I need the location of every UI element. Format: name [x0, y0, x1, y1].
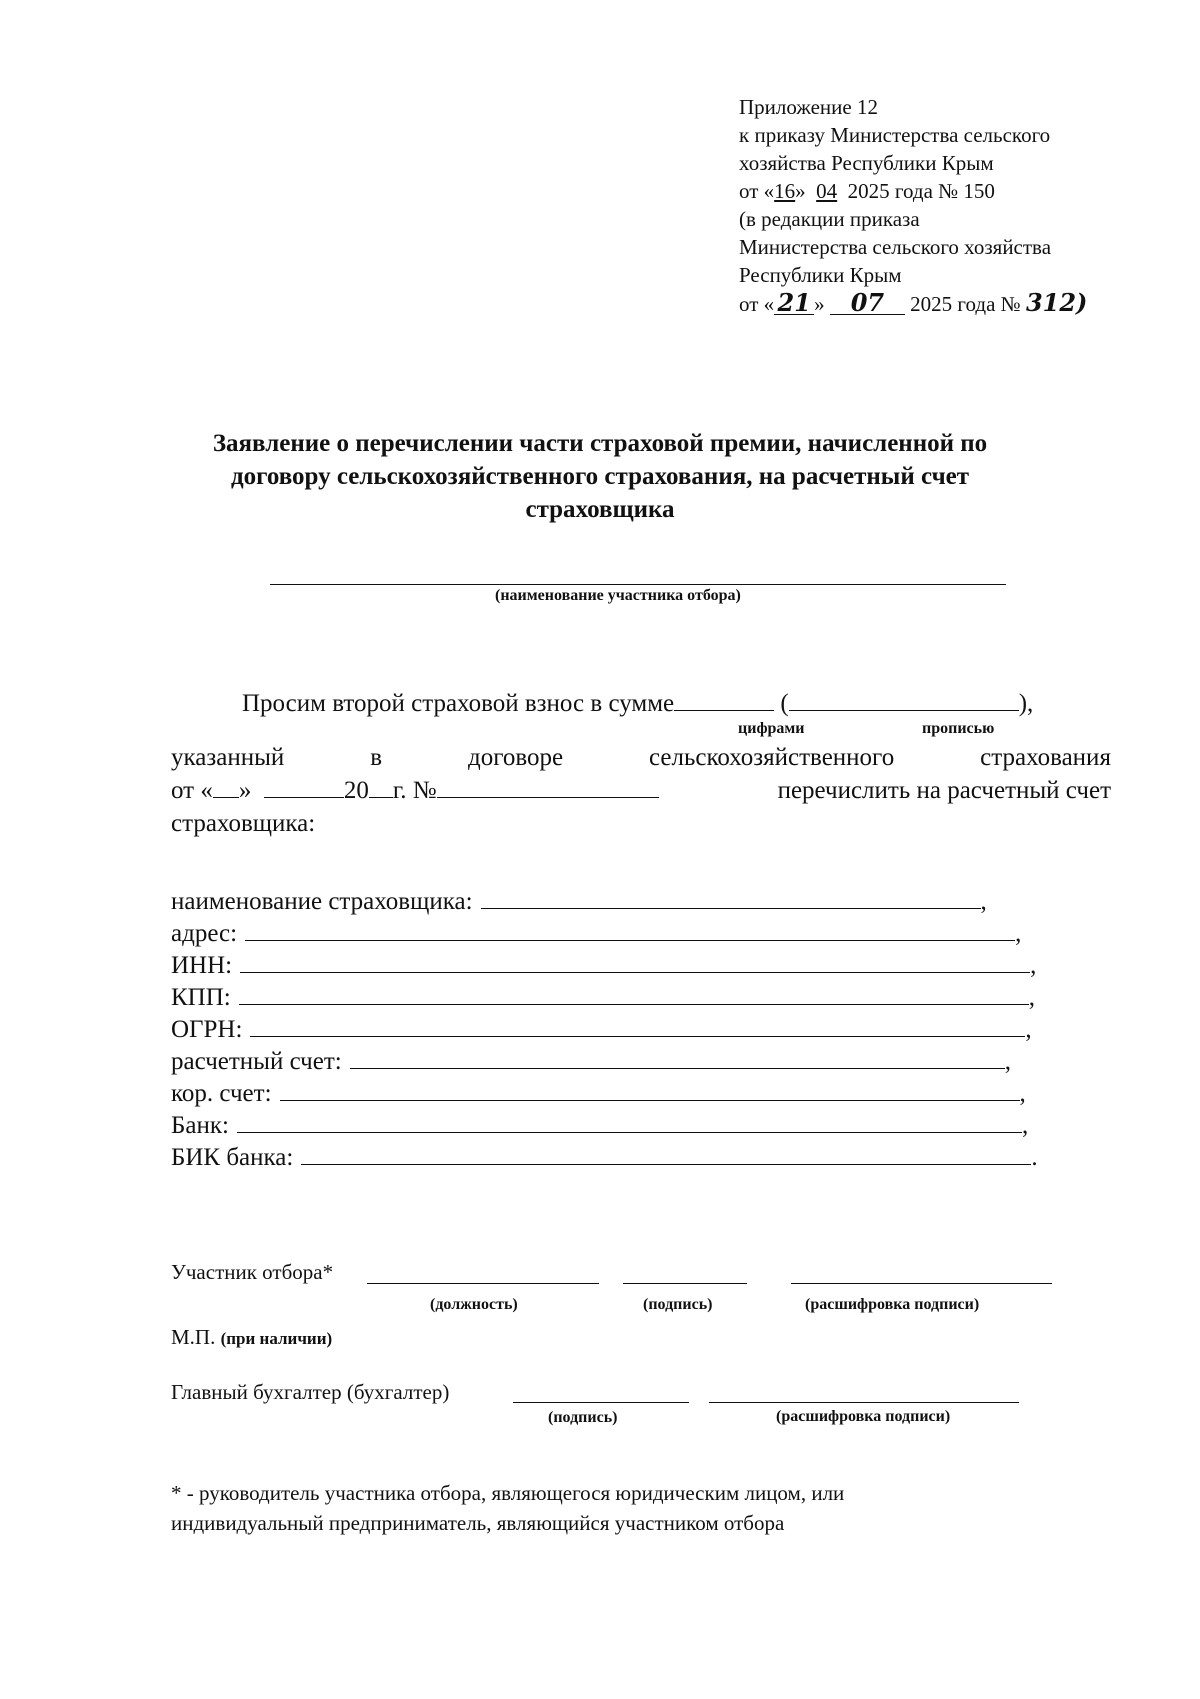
title-line: страховщика: [525, 496, 675, 523]
field-end: ,: [1015, 920, 1022, 947]
accountant-decoding-line[interactable]: [709, 1402, 1019, 1403]
handwritten-month: 07: [830, 292, 905, 315]
footnote: [171, 1478, 844, 1538]
corr-account-input[interactable]: [280, 1078, 1020, 1101]
bik-input[interactable]: [301, 1142, 1031, 1165]
field-label: ИНН:: [171, 952, 233, 979]
paren-close: ),: [1018, 690, 1034, 717]
word: сельскохозяйственного: [649, 744, 895, 771]
amend-year: 2025 года №: [910, 292, 1021, 316]
handwritten-number: 312): [1025, 288, 1088, 317]
field-end: .: [1031, 1144, 1038, 1171]
word: страхования: [980, 744, 1111, 771]
field-inn: [171, 950, 1036, 982]
bank-input[interactable]: [237, 1110, 1022, 1133]
field-corr-account: [171, 1078, 1026, 1110]
decoding-caption: (расшифровка подписи): [805, 1296, 980, 1313]
date-prefix: от «: [739, 292, 775, 316]
order-number: 2025 года № 150: [847, 179, 995, 203]
field-bank: [171, 1110, 1028, 1142]
inn-input[interactable]: [240, 950, 1030, 973]
accountant-signature-caption: (подпись): [548, 1409, 618, 1426]
field-end: ,: [1025, 1016, 1032, 1043]
field-bik: [171, 1142, 1038, 1174]
request-line-1: [242, 687, 1033, 720]
appendix-line: хозяйства Республики Крым: [739, 151, 994, 175]
seal-line: [171, 1323, 332, 1353]
contract-day-field[interactable]: [213, 775, 239, 798]
amount-words-field[interactable]: [789, 688, 1019, 711]
request-line-4: страховщика:: [171, 810, 316, 837]
appendix-order-date: [739, 177, 1087, 205]
word: указанный: [171, 744, 285, 771]
caption-words: прописью: [922, 720, 995, 737]
field-end: ,: [1004, 1048, 1011, 1075]
contract-month-field[interactable]: [264, 775, 344, 798]
appendix-amend-date: [739, 289, 1087, 318]
kpp-input[interactable]: [239, 982, 1029, 1005]
address-input[interactable]: [245, 918, 1015, 941]
appendix-line: (в редакции приказа: [739, 207, 920, 231]
date-mid: »: [795, 179, 806, 203]
field-end: ,: [980, 888, 987, 915]
ogrn-input[interactable]: [250, 1014, 1025, 1037]
caption-digits: цифрами: [738, 720, 805, 737]
date-prefix: от «: [739, 179, 775, 203]
participant-label: Участник отбора*: [171, 1260, 334, 1284]
footnote-line: индивидуальный предприниматель, являющийся участником отбора: [171, 1511, 785, 1535]
appendix-line: Приложение 12: [739, 95, 878, 119]
signature-line[interactable]: [623, 1283, 747, 1284]
insurer-name-input[interactable]: [481, 886, 981, 909]
decoding-line[interactable]: [791, 1283, 1052, 1284]
word: договоре: [467, 744, 564, 771]
contract-year-field[interactable]: [369, 775, 393, 798]
field-label: расчетный счет:: [171, 1048, 342, 1075]
field-label: БИК банка:: [171, 1144, 294, 1171]
field-label: адрес:: [171, 920, 238, 947]
document-title: [150, 427, 1050, 526]
date-close: »: [238, 777, 252, 804]
field-kpp: [171, 982, 1035, 1014]
request-line-3: [171, 774, 1111, 807]
field-account: [171, 1046, 1011, 1078]
field-end: ,: [1030, 952, 1037, 979]
participant-name-line[interactable]: [270, 584, 1006, 585]
field-label: ОГРН:: [171, 1016, 243, 1043]
paren-open: (: [780, 690, 789, 717]
participant-caption: (наименование участника отбора): [495, 587, 741, 604]
number-label: г. №: [392, 777, 437, 804]
field-end: ,: [1028, 984, 1035, 1011]
contract-date: [171, 774, 659, 807]
field-label: кор. счет:: [171, 1080, 272, 1107]
seal-note: (при наличии): [220, 1329, 333, 1348]
position-line[interactable]: [367, 1283, 599, 1284]
word: в: [370, 744, 383, 771]
title-line: договору сельскохозяйственного страхования, на расчетный счет: [230, 463, 970, 490]
appendix-line: Министерства сельского хозяйства: [739, 235, 1052, 259]
field-address: [171, 918, 1021, 950]
request-text: Просим второй страховой взнос в сумме: [242, 690, 675, 717]
field-label: Банк:: [171, 1112, 229, 1139]
field-insurer-name: [171, 886, 987, 918]
account-input[interactable]: [350, 1046, 1005, 1069]
contract-number-field[interactable]: [437, 775, 659, 798]
field-end: ,: [1019, 1080, 1026, 1107]
appendix-line: Республики Крым: [739, 263, 902, 287]
position-caption: (должность): [430, 1296, 518, 1313]
amount-digits-field[interactable]: [674, 688, 774, 711]
signature-caption: (подпись): [643, 1296, 713, 1313]
appendix-line: к приказу Министерства сельского: [739, 123, 1051, 147]
transfer-text: перечислить на расчетный счет: [777, 777, 1111, 804]
order-month: 04: [816, 179, 838, 203]
accountant-label: Главный бухгалтер (бухгалтер): [171, 1380, 450, 1404]
handwritten-day: 21: [774, 292, 814, 315]
appendix-block: [739, 93, 1087, 318]
date-open: от «: [171, 777, 213, 804]
field-ogrn: [171, 1014, 1032, 1046]
accountant-signature-line[interactable]: [513, 1402, 689, 1403]
footnote-line: * - руководитель участника отбора, являющегося юридическим лицом, или: [171, 1481, 845, 1505]
title-line: Заявление о перечислении части страховой премии, начисленной по: [212, 430, 988, 457]
request-line-2: [171, 741, 1111, 774]
accountant-decoding-caption: (расшифровка подписи): [776, 1408, 951, 1425]
field-label: наименование страховщика:: [171, 888, 473, 915]
order-day: 16: [774, 179, 796, 203]
year-prefix: 20: [343, 777, 369, 804]
date-mid: »: [814, 292, 825, 316]
seal-mark: М.П.: [171, 1325, 216, 1349]
field-label: КПП:: [171, 984, 231, 1011]
field-end: ,: [1021, 1112, 1029, 1139]
